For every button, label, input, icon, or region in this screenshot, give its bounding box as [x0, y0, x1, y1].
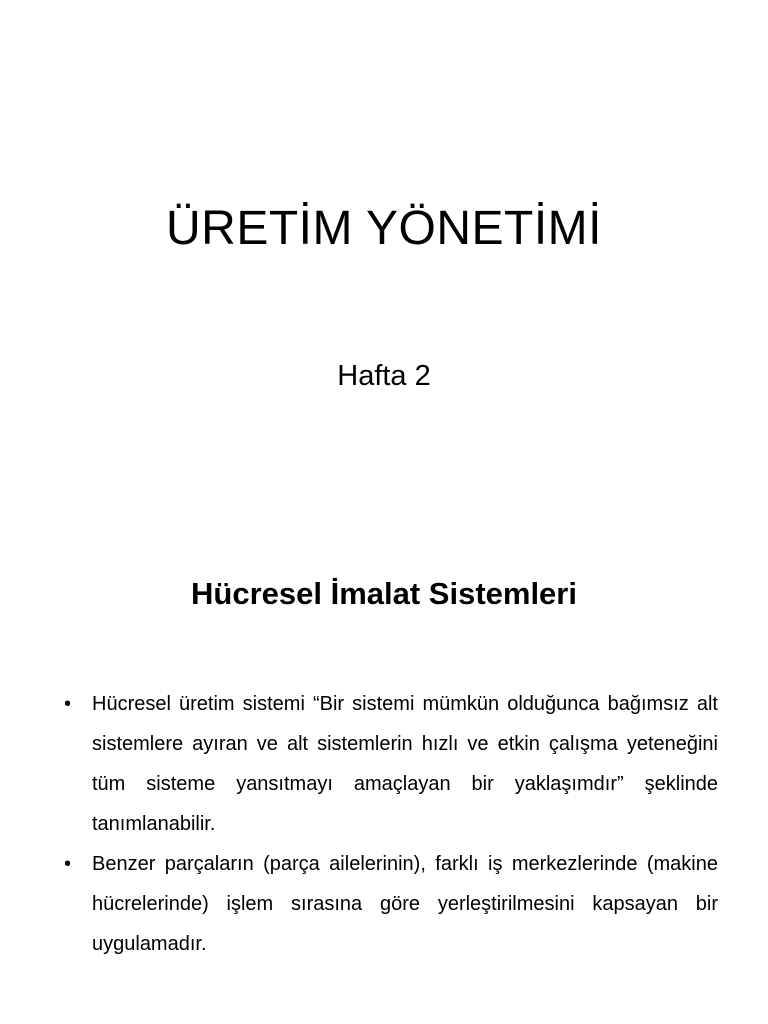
bullet-text: Hücresel üretim sistemi “Bir sistemi mümkün olduğunca bağımsız alt sistemlere ayıran ve alt sistemlerin hızlı ve etkin çalışma yeteneğini tüm sisteme yansıtmayı amaçlayan bir yaklaşımdır” şeklinde tanımlanabilir. [92, 693, 718, 835]
section-heading: Hücresel İmalat Sistemleri [191, 576, 577, 611]
main-title: ÜRETİM YÖNETİMİ [166, 202, 602, 255]
bullet-text: Benzer parçaların (parça ailelerinin), farklı iş merkezlerinde (makine hücrelerinde) işlem sırasına göre yerleştirilmesini kapsayan bir uygulamadır. [92, 853, 718, 955]
list-item [60, 844, 718, 964]
week-subtitle: Hafta 2 [337, 360, 431, 392]
list-item [60, 684, 718, 844]
bullet-icon: • [64, 853, 72, 875]
bullet-icon: • [64, 693, 72, 715]
bullet-list [60, 684, 718, 964]
